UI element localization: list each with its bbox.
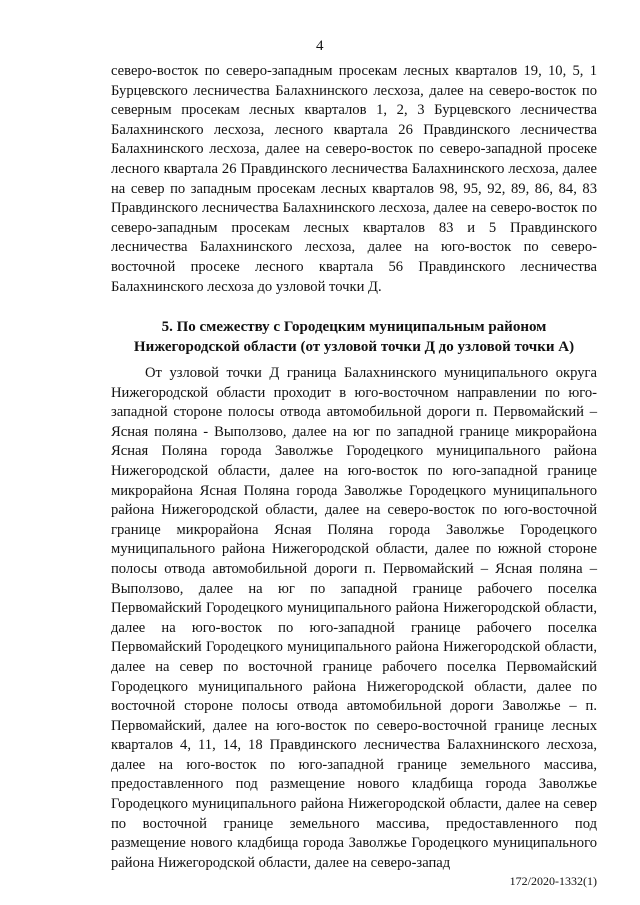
paragraph-continuation-block xyxy=(111,62,597,297)
paragraph-main: От узловой точки Д граница Балахнинского муниципального округа Нижегородской области проходит в юго-восточном направлении по юго-западной стороне полосы отвода автомобильной дороги п. Первомайский – Ясная поляна - Выползово, далее на юг по западной границе микрорайона Ясная Поляна города Заволжье Городецкого муниципального района Нижегородской области, далее на юго-восток по юго-западной границе микрорайона Ясная Поляна города Заволжье Городецкого муниципального района Нижегородской области, далее на северо-восток по юго-восточной границе микрорайона Ясная Поляна города Заволжье Городецкого муниципального района Нижегородской области, далее по южной стороне полосы отвода автомобильной дороги п. Первомайский – Ясная поляна – Выползово, далее на юг по западной границе рабочего поселка Первомайский Городецкого муниципального района Нижегородской области, далее на юго-восток по юго-западной границе рабочего поселка Первомайский Городецкого муниципального района Нижегородской области, далее на север по восточной границе рабочего поселка Первомайский Городецкого муниципального района Нижегородской области, далее по восточной стороне полосы отвода автомобильной дороги Заволжье – п. Первомайский, далее на юго-восток по северо-восточной границе лесных кварталов 4, 11, 14, 18 Правдинского лесничества Балахнинского лесхоза, далее на юго-восток по юго-западной границе земельного массива, предоставленного под размещение нового кладбища города Заволжье Городецкого муниципального района Нижегородской области, далее на север по восточной границе земельного массива, предоставленного под размещение нового кладбища города Заволжье Городецкого муниципального района Нижегородской области, далее на северо-запад xyxy=(111,365,597,871)
section-heading-line-2: Нижегородской области (от узловой точки Д до узловой точки А) xyxy=(133,339,575,355)
section-heading xyxy=(111,317,597,357)
section-heading-line-1: 5. По смежеству с Городецким муниципальным районом xyxy=(161,319,547,335)
paragraph-main-block xyxy=(111,364,597,873)
paragraph-continuation: северо-восток по северо-западным просекам лесных кварталов 19, 10, 5, 1 Бурцевского лесничества Балахнинского лесхоза, далее на северо-восток по северным просекам лесных кварталов 1, 2, 3 Бурцевского лесничества Балахнинского лесхоза, лесного квартала 26 Правдинского лесничества Балахнинского лесхоза, далее на северо-восток по северо-западной просеке лесного квартала 26 Правдинского лесничества Балахнинского лесхоза, далее на север по западным просекам лесных кварталов 98, 95, 92, 89, 86, 84, 83 Правдинского лесничества Балахнинского лесхоза, далее на северо-восток по северо-западным просекам лесных кварталов 83 и 5 Правдинского лесничества Балахнинского лесхоза, далее на юго-восток по северо-восточной просеке лесного квартала 56 Правдинского лесничества Балахнинского лесхоза до узловой точки Д. xyxy=(111,63,597,295)
page-number: 4 xyxy=(316,38,324,54)
document-code: 172/2020-1332(1) xyxy=(509,874,597,888)
